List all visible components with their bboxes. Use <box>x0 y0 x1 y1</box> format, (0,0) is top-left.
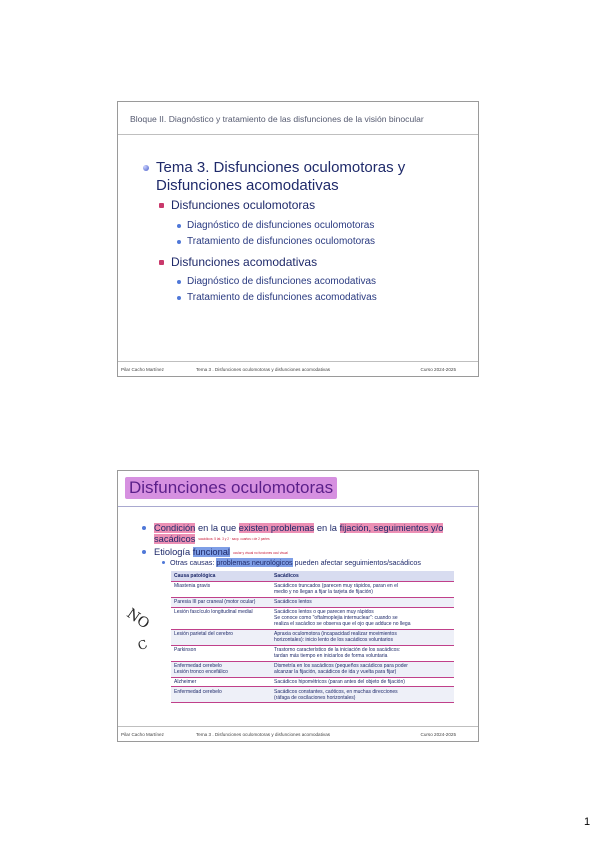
slide-title: Disfunciones oculomotoras <box>125 477 337 499</box>
table-row <box>171 661 454 677</box>
table-cell: Sacádicos truncados (parecen muy rápidos, paran en el medio y no llegan a fijar la tarjeta de fijación) <box>271 582 454 598</box>
table-cell: Lesión fascículo longitudinal medial <box>171 607 271 629</box>
table-cell: Sacádicos constantes, caóticos, en muchas direcciones (ráfaga de oscilaciones horizontales) <box>271 687 454 703</box>
slide-footer <box>118 361 478 376</box>
table-cell: Trastorno característico de la iniciación de los sacádicos: tardan más tiempo en iniciarlos de forma voluntaria <box>271 645 454 661</box>
highlight-text: funcional <box>192 547 230 557</box>
topic-title-line2: Disfunciones acomodativas <box>156 177 339 194</box>
table-header: Sacádicos <box>271 571 454 582</box>
table-row <box>171 677 454 687</box>
square-bullet-icon <box>159 203 164 208</box>
slide-header <box>118 102 478 135</box>
text: Etiología <box>154 547 193 557</box>
table-cell: Miastenia gravis <box>171 582 271 598</box>
table-header-row <box>171 571 454 582</box>
text: pueden afectar seguimientos/sacádicos <box>292 558 421 567</box>
etiology-bullet <box>154 547 288 557</box>
table-cell: Enfermedad cerebelo <box>171 687 271 703</box>
footer-title: Tema 3 . Disfunciones oculomotoras y disfunciones acomodativas <box>196 732 331 737</box>
table-cell: Paresia III par craneal (motor ocular) <box>171 597 271 607</box>
footer-course: Curso 2024-2025 <box>420 367 456 372</box>
table-cell: Parkinson <box>171 645 271 661</box>
dot-bullet-icon <box>142 526 146 530</box>
list-item-label: Diagnóstico de disfunciones oculomotoras <box>187 220 375 231</box>
table-row <box>171 607 454 629</box>
text: en la que <box>195 523 239 533</box>
subtopic-label: Disfunciones acomodativas <box>171 255 318 269</box>
saccades-table <box>171 571 454 703</box>
dot-bullet-icon <box>177 280 181 284</box>
table-row <box>171 582 454 598</box>
dot-bullet-icon <box>142 550 146 554</box>
highlight-text: existen problemas <box>238 523 315 533</box>
handwritten-note: NO <box>123 605 153 633</box>
subtopic-oculomotoras <box>171 198 315 212</box>
footer-title: Tema 3 . Disfunciones oculomotoras y disfunciones acomodativas <box>196 367 331 372</box>
list-item <box>187 236 375 247</box>
list-item <box>187 276 376 287</box>
slide-2 <box>117 470 479 742</box>
list-item <box>187 220 374 231</box>
table-cell: Sacádicos hipométricos (paran antes del objeto de fijación) <box>271 677 454 687</box>
table-cell: Sacádicos lentos <box>271 597 454 607</box>
subtopic-acomodativas <box>171 255 317 269</box>
table-cell: Lesión parietal del cerebro <box>171 629 271 645</box>
handwritten-note: C <box>135 636 150 654</box>
list-item <box>187 292 377 303</box>
topic-title <box>156 159 476 195</box>
slide-1 <box>117 101 479 377</box>
highlight-text: Condición <box>154 523 196 533</box>
dot-bullet-icon <box>162 561 165 564</box>
dot-bullet-icon <box>177 296 181 300</box>
highlight-text: sacádicos <box>154 533 196 544</box>
title-divider <box>118 506 478 507</box>
other-causes-bullet <box>170 558 421 567</box>
list-item-label: Diagnóstico de disfunciones acomodativas <box>187 276 376 287</box>
slide-header-text: Bloque II. Diagnóstico y tratamiento de las disfunciones de la visión binocular <box>130 114 424 124</box>
footer-author: Pilar Cacho Martínez <box>121 732 164 737</box>
highlight-text: problemas neurológicos <box>216 558 293 567</box>
highlight-text: fijación, seguimientos y/o <box>339 523 444 533</box>
table-header: Causa patológica <box>171 571 271 582</box>
annotation-note: ocular y visual no funciones ocul visual <box>232 550 288 555</box>
footer-course: Curso 2024-2025 <box>420 732 456 737</box>
table-cell: Enfermedad cerebelo Lesión tronco encefálico <box>171 661 271 677</box>
text: Otras causas: <box>170 558 217 567</box>
text: en la <box>314 523 340 533</box>
table-cell: Sacádicos lentos o que parecen muy rápidos Se conoce como "oftalmoplejia internuclear": cuando se realiza el sacádico se observa que el ojo que adduce no llega <box>271 607 454 629</box>
list-item-label: Tratamiento de disfunciones acomodativas <box>187 292 377 303</box>
subtopic-label: Disfunciones oculomotoras <box>171 198 316 212</box>
dot-bullet-icon <box>177 224 181 228</box>
table-cell: Apraxia oculomotora (incapacidad realizar movimientos horizontales): inicio lento de los sacádicos voluntarios <box>271 629 454 645</box>
table-row <box>171 597 454 607</box>
square-bullet-icon <box>159 260 164 265</box>
slide-footer <box>118 726 478 741</box>
sphere-bullet-icon <box>143 165 149 171</box>
footer-author: Pilar Cacho Martínez <box>121 367 164 372</box>
table-cell: Alzheimer <box>171 677 271 687</box>
table-row <box>171 687 454 703</box>
table-cell: Dismetría en los sacádicos (pequeños sacádicos para poder alcanzar la fijación, sacádicos de ida y vuelta para fijar) <box>271 661 454 677</box>
table-row <box>171 645 454 661</box>
dot-bullet-icon <box>177 240 181 244</box>
table-row <box>171 629 454 645</box>
list-item-label: Tratamiento de disfunciones oculomotoras <box>187 236 376 247</box>
page-number: 1 <box>584 816 591 828</box>
topic-title-line1: Tema 3. Disfunciones oculomotoras y <box>156 159 406 176</box>
annotation-note: sacádicos: 5 lat. 3 y 2 · sacp. cuartos • de 2 partes <box>198 536 270 541</box>
definition-bullet <box>154 523 464 544</box>
